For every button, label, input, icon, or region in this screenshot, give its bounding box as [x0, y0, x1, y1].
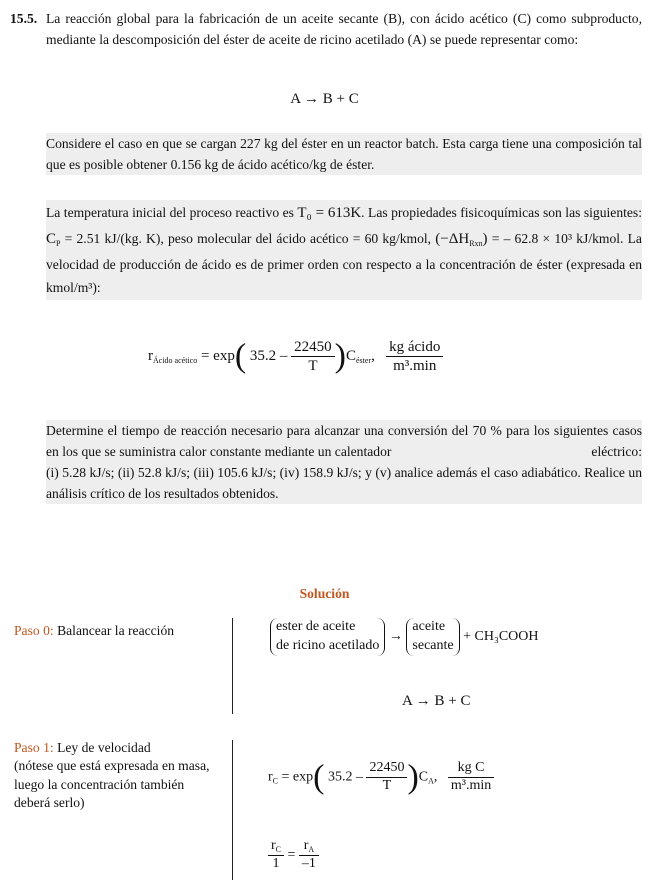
- step1-activation-denominator: T: [382, 777, 392, 793]
- step1-rate-symbol: r: [268, 769, 273, 785]
- step1-concentration-sub: A: [428, 776, 434, 786]
- step0-equation: [270, 618, 539, 656]
- properties-text-dh: = – 62.8 × 10³ kJ/kmol. La velocidad de producción de ácido es de primer orden con respecto a la concentración de éster (expresada en kmol/m³):: [46, 231, 642, 296]
- step0-product-line1: aceite: [412, 619, 446, 634]
- step1-title: Ley de velocidad: [57, 740, 151, 755]
- problem-number: 15.5.: [10, 11, 38, 26]
- step0-text: Balancear la reacción: [57, 623, 175, 638]
- ratio-denominator-2: –1: [301, 855, 316, 871]
- step1-activation-numerator: 22450: [366, 760, 407, 778]
- properties-text-cp: = 2.51 kJ/(kg. K), peso molecular del ácido acético = 60 kg/kmol,: [64, 231, 432, 247]
- cp-symbol: $C_P$: [46, 231, 61, 249]
- divider-step0: [232, 618, 233, 714]
- step0-byproduct: + CH₃COOH: [463, 629, 539, 645]
- step1-exp: = exp: [281, 769, 314, 785]
- step1-rate-sub: C: [272, 776, 279, 786]
- step1-label: Paso 1:: [14, 740, 54, 755]
- question-text-a: Determine el tiempo de reacción necesario para alcanzar una conversión del 70 % para los siguientes casos en los que se suministra calor constante mediante un calentador: [46, 423, 642, 460]
- rate-inner-constant: 35.2 –: [249, 347, 288, 364]
- step0-reactant-line1: ester de aceite: [276, 619, 356, 634]
- ratio-rc-sub: C: [275, 845, 282, 854]
- ratio-rc: r: [271, 838, 276, 853]
- ratio-denominator-1: 1: [272, 855, 280, 871]
- step1-units-denominator: m³.min: [450, 777, 492, 793]
- rate-lhs-subscript: Ácido acético: [153, 355, 198, 365]
- step1-rate-equation: $r_C = \exp$( 35.2 – $\frac{22450}{T}$ )$C_A$, $\frac{\text{kg C}}{\text{m³.min}}$: [268, 760, 494, 795]
- question-text-c: (i) 5.28 kJ/s; (ii) 52.8 kJ/s; (iii) 105.6 kJ/s; (iv) 158.9 kJ/s; y (v) analice además el caso adiabático. Realice un análisis crítico de los resultados obtenidos.: [46, 465, 642, 502]
- step0-heading: [14, 620, 174, 641]
- rate-concentration: C: [345, 347, 356, 364]
- step0-label: Paso 0:: [14, 623, 54, 638]
- step1-inner-constant: 35.2 –: [327, 769, 363, 785]
- ratio-ra: r: [303, 838, 309, 853]
- step0-reactant-line2: de ricino acetilado: [276, 637, 380, 653]
- ratio-ra-sub: A: [308, 845, 315, 854]
- problem-intro: La reacción global para la fabricación de un aceite secante (B), con ácido acético (C) como subproducto, mediante la descomposición del éster de aceite de ricino acetilado (A) se puede representar como:: [46, 11, 642, 48]
- problem-question: [46, 420, 642, 504]
- step1-units-numerator: kg C: [448, 760, 494, 778]
- question-text-b: eléctrico:: [591, 444, 642, 460]
- step0-product-line2: secante: [412, 637, 454, 653]
- delta-h-symbol: $(-\Delta H_{Rxn})$: [435, 231, 488, 249]
- step1-concentration: C: [418, 769, 429, 785]
- step1-description: [14, 739, 219, 812]
- reaction-equation: A → B + C: [290, 91, 359, 107]
- problem-paragraph-load: Considere el caso en que se cargan 227 kg del éster en un reactor batch. Esta carga tiene una composición tal que es posible obtener 0.156 kg de ácido acético/kg de éster.: [46, 133, 642, 175]
- rate-units-numerator: kg ácido: [386, 338, 443, 357]
- problem-paragraph-properties: [46, 200, 642, 300]
- divider-step1: [232, 740, 233, 880]
- rate-exp: = exp: [200, 347, 235, 364]
- rate-units-denominator: m³.min: [393, 358, 437, 374]
- properties-text-b: . Las propiedades fisicoquímicas son las siguientes:: [361, 205, 642, 220]
- rate-equation: $r_{Ácido acético} = \exp$( 35.2 – $\frac{22450}{T}$ )$C_{éster}$, $\frac{\text{kg ácido}}{\text{m³.min}}$: [148, 338, 443, 375]
- rate-activation-numerator: 22450: [291, 338, 335, 357]
- step0-simple-equation: A → B + C: [402, 693, 471, 709]
- solution-title: Solución: [299, 586, 350, 601]
- rate-activation-denominator: T: [308, 358, 318, 374]
- rate-concentration-sub: éster: [356, 355, 372, 365]
- initial-temperature: T₀ = 613K: [297, 205, 362, 221]
- step1-stoichiometric-ratio: $\frac{r_C}{1}$ = $\frac{r_A}{-1}$: [268, 838, 319, 873]
- properties-text-a: La temperatura inicial del proceso reactivo es: [46, 205, 294, 220]
- step1-note: (nótese que está expresada en masa, luego la concentración también deberá serlo): [14, 758, 210, 811]
- step0-arrow: →: [388, 629, 403, 645]
